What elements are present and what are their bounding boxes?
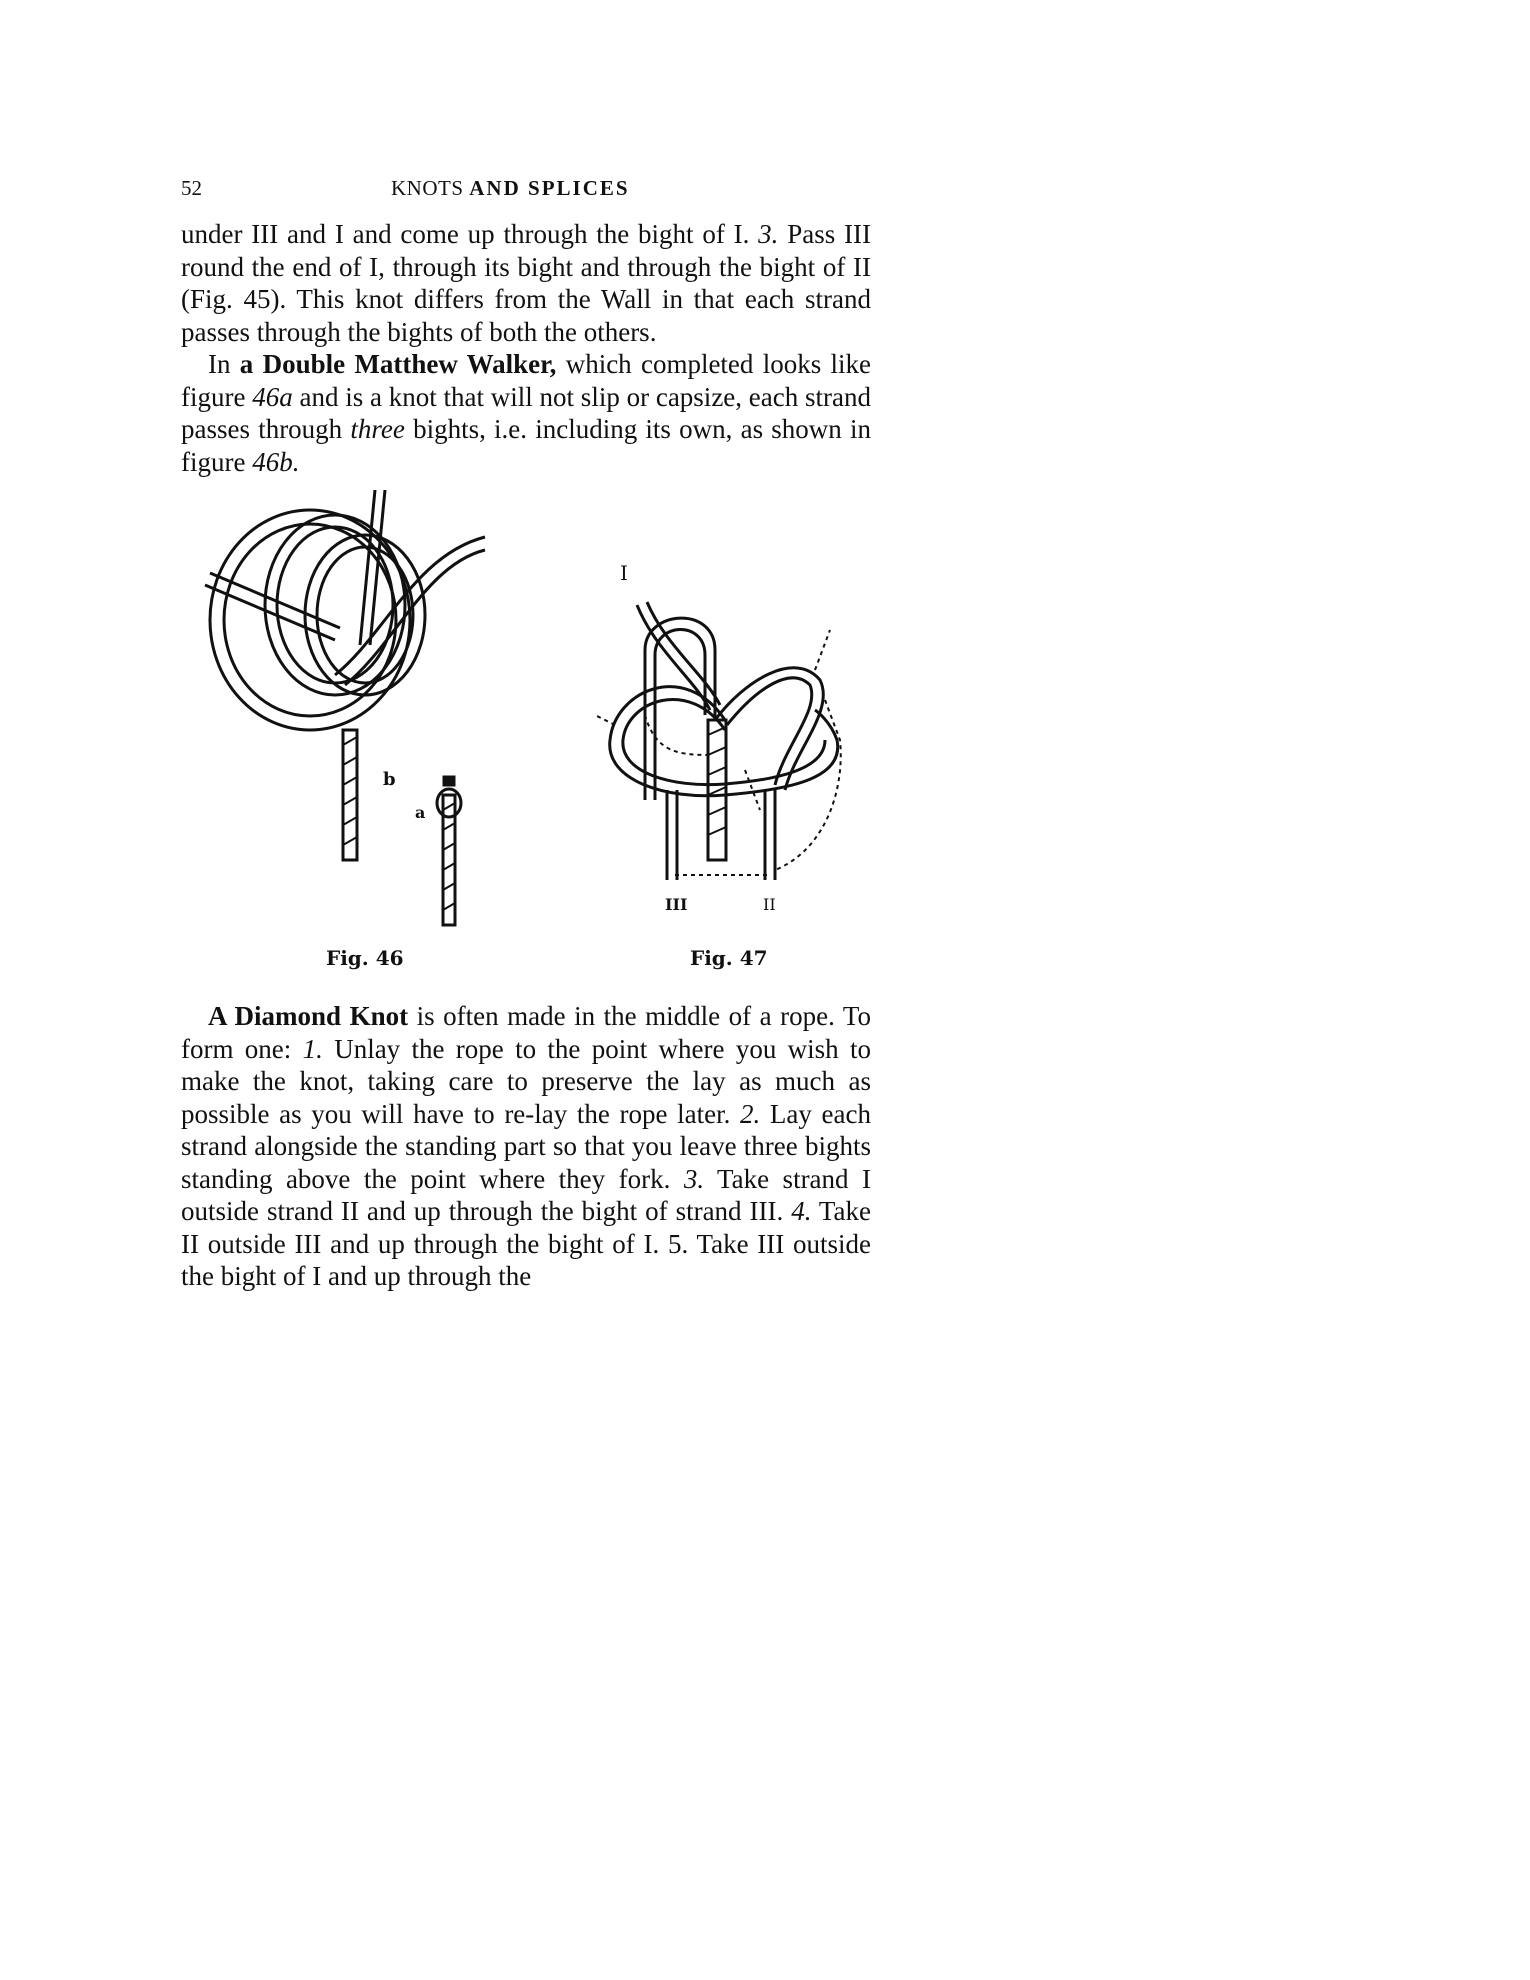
paragraph-continued xyxy=(181,218,871,478)
label-strand-III: III xyxy=(665,895,688,914)
running-title xyxy=(391,176,630,201)
text: Pass III round the end of I, through its bight and through the bight of II (Fig. 45). This knot differs from the Wall in that each strand passes through the bights of both the others. xyxy=(181,219,871,347)
paragraph-3 xyxy=(181,1000,871,1293)
diamond-knot-paragraph xyxy=(181,1000,871,1293)
step-number: 2. xyxy=(740,1098,761,1129)
emphasis: three xyxy=(350,414,405,444)
figure-47-illustration xyxy=(575,550,885,930)
term: A Diamond Knot xyxy=(208,1001,409,1031)
text: Lay each strand alongside the standing part so that you leave three bights standing above the point where they fork. xyxy=(181,1098,871,1194)
text: Take strand I outside strand II and up through the bight of strand III. xyxy=(181,1163,871,1226)
title-bold: AND SPLICES xyxy=(469,176,630,200)
page-number: 52 xyxy=(181,176,202,200)
label-a: a xyxy=(415,803,426,822)
text: is often made in the middle of a rope. To form one: xyxy=(181,1001,871,1064)
figure-47-caption: Fig. 47 xyxy=(690,946,768,970)
text: bights, i.e. including its own, as shown in figure xyxy=(181,414,871,477)
paragraph-1 xyxy=(181,218,871,348)
text: and is a knot that will not slip or capsize, each strand passes through xyxy=(181,381,871,444)
label-b: b xyxy=(383,769,396,790)
step-number: 1. xyxy=(302,1033,323,1064)
text: In xyxy=(208,349,240,379)
text: under III and I and come up through the bight of I. xyxy=(181,219,759,249)
figure-46-illustration xyxy=(195,485,505,935)
figure-46-caption: Fig. 46 xyxy=(326,946,404,970)
term: a Double Matthew Walker, xyxy=(239,349,557,379)
figure-ref: 46a xyxy=(252,381,293,412)
step-number: 3. xyxy=(758,219,779,249)
step-number: 4. xyxy=(791,1196,812,1226)
step-number: 3. xyxy=(683,1163,705,1194)
label-strand-I: I xyxy=(620,561,628,585)
text: which completed looks like figure xyxy=(181,349,871,412)
title-plain: KNOTS xyxy=(391,176,464,200)
text: Take II outside III and up through the bight of I. 5. Take III outside the bight of I and up through the xyxy=(181,1196,872,1291)
text: Unlay the rope to the point where you wish to make the knot, taking care to preserve the lay as much as possible as you will have to re-lay the rope later. xyxy=(181,1033,871,1129)
paragraph-2 xyxy=(181,348,871,478)
figure-ref: 46b. xyxy=(252,446,300,477)
label-strand-II: II xyxy=(763,895,776,914)
